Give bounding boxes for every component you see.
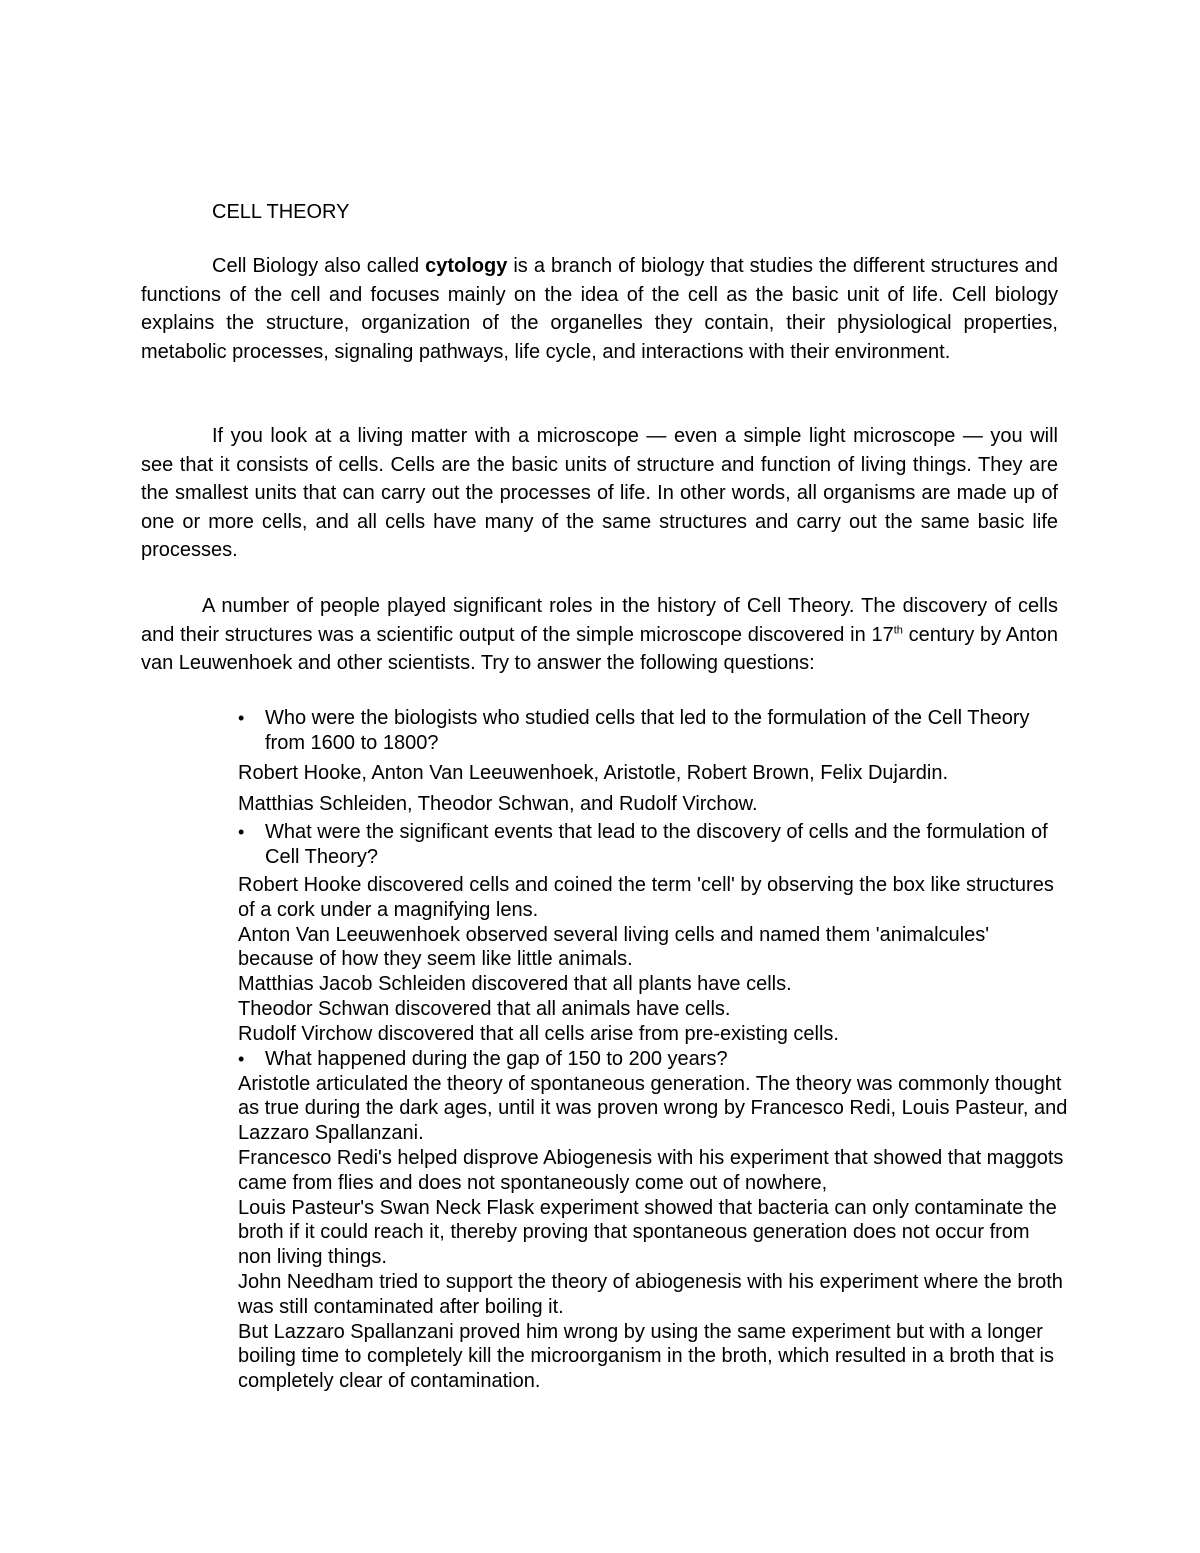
paragraph-cytology-text-end: is a branch of biology that studies the different structures and functions of the cell and focuses mainly on the idea of the cell as the basic unit of life. Cell biology explains the structure, organization of the organelles they contain, their physiological properties, metabolic processes, signaling pathways, life cycle, and interactions with their environment. bbox=[141, 255, 1058, 363]
question-text: What were the significant events that lead to the discovery of cells and the formulation of Cell Theory? bbox=[265, 821, 1048, 868]
paragraph-cytology bbox=[141, 252, 1058, 366]
answer-line: Francesco Redi's helped disprove Abiogenesis with his experiment that showed that maggots came from flies and does not spontaneously come out of nowhere, bbox=[238, 1146, 1064, 1194]
answer-line: Aristotle articulated the theory of spontaneous generation. The theory was commonly thought as true during the dark ages, until it was proven wrong by Francesco Redi, Louis Pasteur, and Lazzaro Spallanzani. bbox=[238, 1072, 1068, 1145]
document-title: CELL THEORY bbox=[212, 201, 350, 223]
answer-line: Robert Hooke discovered cells and coined the term 'cell' by observing the box like structures of a cork under a magnifying lens. bbox=[238, 874, 1054, 921]
answer-line: Matthias Jacob Schleiden discovered that all plants have cells. bbox=[238, 973, 792, 996]
question-text: What happened during the gap of 150 to 200 years? bbox=[265, 1047, 728, 1070]
questions-list bbox=[238, 706, 1068, 1394]
bullet-icon: • bbox=[238, 822, 245, 842]
answer-line: Matthias Schleiden, Theodor Schwan, and Rudolf Virchow. bbox=[238, 793, 758, 815]
paragraph-microscope-text: If you look at a living matter with a microscope — even a simple light microscope — you will see that it consists of cells. Cells are the basic units of structure and function of living things. They are the smallest units that can carry out the processes of life. In other words, all organisms are made up of one or more cells, and all cells have many of the same structures and carry out the same basic life processes. bbox=[141, 425, 1058, 562]
bullet-icon: • bbox=[238, 708, 245, 728]
paragraph-history bbox=[141, 592, 1058, 678]
answer-line: Rudolf Virchow discovered that all cells arise from pre-existing cells. bbox=[238, 1022, 839, 1045]
answer-line: Robert Hooke, Anton Van Leeuwenhoek, Aristotle, Robert Brown, Felix Dujardin. bbox=[238, 762, 949, 784]
question-item bbox=[238, 1047, 1068, 1072]
answer-line: Theodor Schwan discovered that all animals have cells. bbox=[238, 997, 731, 1020]
answer-line: But Lazzaro Spallanzani proved him wrong by using the same experiment but with a longer boiling time to completely kill the microorganism in the broth, which resulted in a broth that is completely clear of contamination. bbox=[238, 1320, 1054, 1393]
paragraph-history-text-start: A number of people played significant roles in the history of Cell Theory. The discovery of cells and their structures was a scientific output of the simple microscope discovered in 17 bbox=[141, 595, 1058, 646]
bullet-icon: • bbox=[238, 1048, 245, 1069]
answer-line: Anton Van Leeuwenhoek observed several living cells and named them 'animalcules' because of how they seem like little animals. bbox=[238, 923, 990, 971]
question-text: Who were the biologists who studied cells that led to the formulation of the Cell Theory from 1600 to 1800? bbox=[265, 707, 1030, 754]
paragraph-history-text-end: century by Anton van Leuwenhoek and other scientists. Try to answer the following questions: bbox=[141, 623, 1058, 675]
paragraph-cytology-text-start: Cell Biology also called bbox=[212, 255, 426, 277]
question-item bbox=[238, 706, 1068, 756]
paragraph-microscope bbox=[141, 422, 1058, 565]
superscript-th: th bbox=[893, 623, 903, 636]
answer-line: Louis Pasteur's Swan Neck Flask experiment showed that bacteria can only contaminate the broth if it could reach it, thereby proving that spontaneous generation does not occur from non living things. bbox=[238, 1196, 1057, 1269]
answer-line: John Needham tried to support the theory of abiogenesis with his experiment where the broth was still contaminated after boiling it. bbox=[238, 1270, 1063, 1318]
question-item bbox=[238, 820, 1068, 870]
term-cytology: cytology bbox=[425, 255, 508, 277]
